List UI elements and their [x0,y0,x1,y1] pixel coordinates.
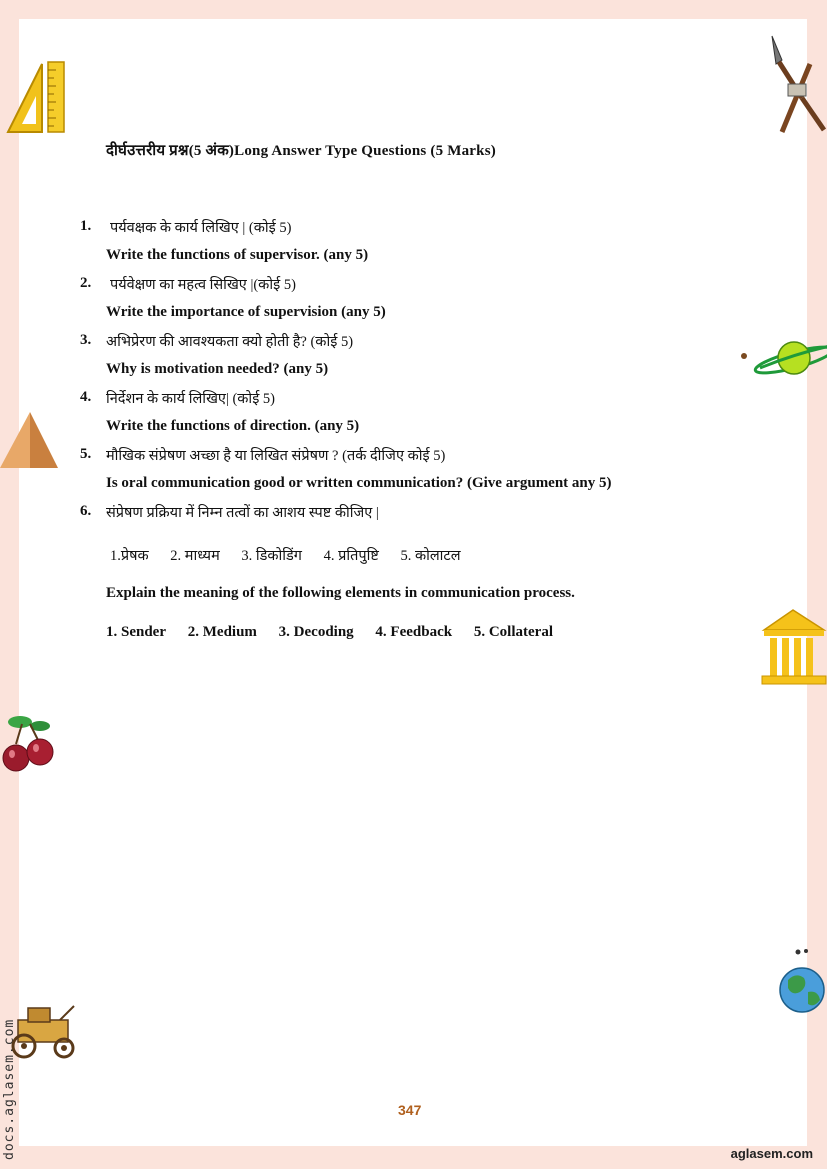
hindi-term: 5. कोलाटल [400,548,461,564]
pyramid-icon [0,410,58,470]
question-4-hindi: निर्देशन के कार्य लिखिए| (कोई 5) [106,391,276,407]
question-1-hindi: पर्यवक्षक के कार्य लिखिए | (कोई 5) [110,220,292,236]
hindi-term: 1.प्रेषक [110,548,149,564]
question-4-english: Write the functions of direction. (any 5) [106,418,360,434]
page-number: 347 [398,1102,422,1118]
question-6-number: 6. [80,503,92,519]
question-3-english: Why is motivation needed? (any 5) [106,361,329,377]
english-term: 5. Collateral [473,624,553,640]
question-5-number: 5. [80,446,92,462]
question-4-number: 4. [80,389,92,405]
planet-icon [740,336,827,382]
hindi-term: 4. प्रतिपुष्टि [323,548,379,564]
question-2-number: 2. [80,275,92,291]
english-term: 1. Sender [106,624,166,640]
english-term: 4. Feedback [375,624,453,640]
hindi-term: 2. माध्यम [170,548,220,564]
site-footer: aglasem.com [730,1146,813,1161]
watermark: docs.aglasem.com [2,1018,17,1160]
globe-icon [778,946,827,1020]
english-term: 2. Medium [187,624,257,640]
page-heading: दीर्घउत्तरीय प्रश्न(5 अंक)Long Answer Type Questions (5 Marks) [106,143,496,159]
greek-temple-icon [760,608,827,688]
question-2-english: Write the importance of supervision (any 5) [106,304,386,320]
question-5-hindi: मौखिक संप्रेषण अच्छा है या लिखित संप्रेषण ? (तर्क दीजिए कोई 5) [106,448,446,464]
english-terms-list [106,624,571,641]
question-2-hindi: पर्यवेक्षण का महत्व सिखिए |(कोई 5) [110,277,296,293]
document-page [19,19,807,1146]
vintage-car-icon [4,1000,84,1062]
explain-instruction: Explain the meaning of the following elements in communication process. [106,585,575,601]
hindi-term: 3. डिकोडिंग [241,548,302,564]
question-6-hindi: संप्रेषण प्रक्रिया में निम्न तत्वों का आशय स्पष्ट कीजिए | [106,505,379,521]
question-1-english: Write the functions of supervisor. (any 5) [106,247,369,263]
question-3-number: 3. [80,332,92,348]
hindi-terms-list [110,545,479,565]
question-1-number: 1. [80,218,92,234]
english-term: 3. Decoding [278,624,354,640]
question-5-english: Is oral communication good or written communication? (Give argument any 5) [106,475,612,491]
set-square-ruler-icon [4,60,68,134]
question-3-hindi: अभिप्रेरण की आवश्यकता क्यो होती है? (कोई 5) [106,334,354,350]
cherries-icon [0,710,58,778]
shovel-tools-icon [766,34,826,134]
